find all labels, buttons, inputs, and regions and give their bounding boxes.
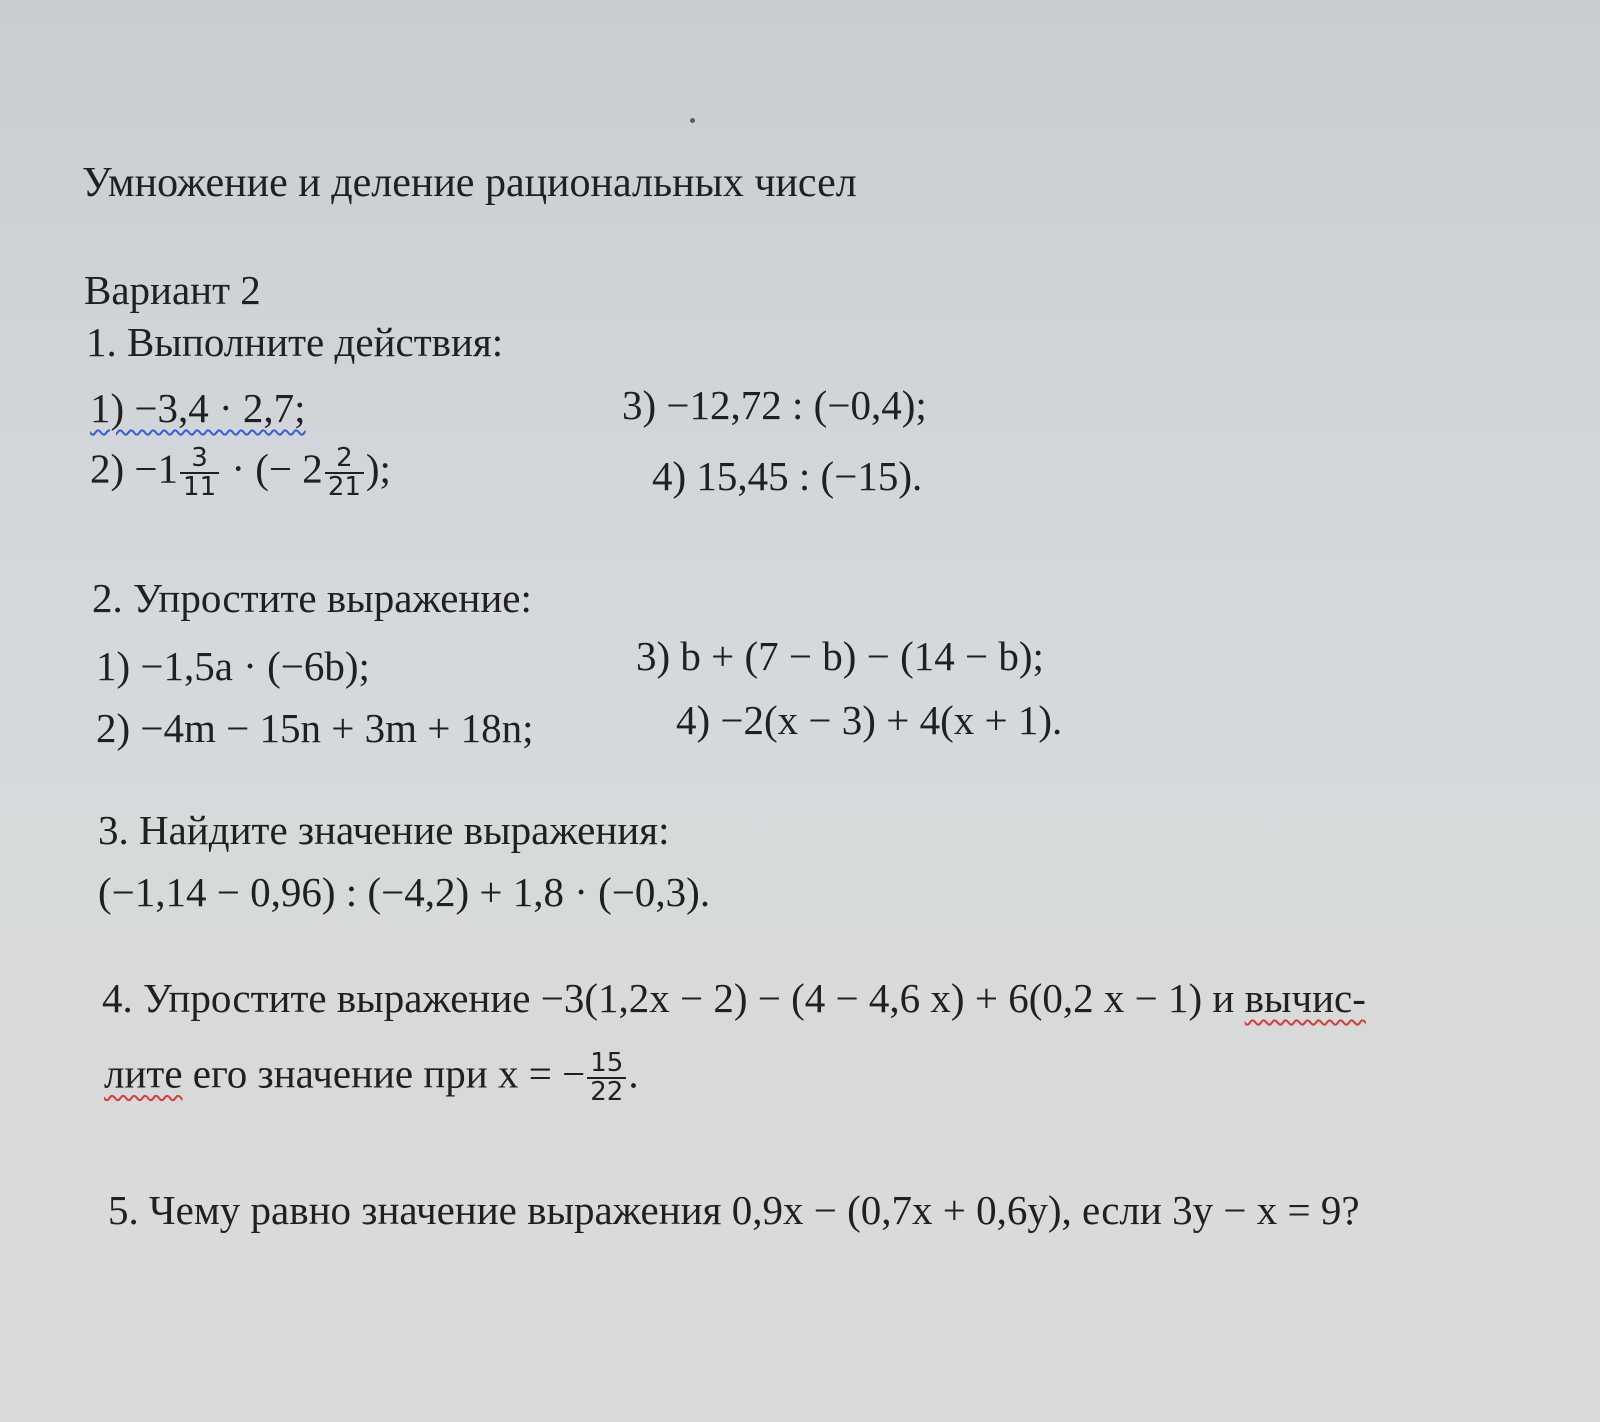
task3-heading: 3. Найдите значение выражения: bbox=[98, 807, 670, 853]
page-title: Умножение и деление рациональных чисел bbox=[82, 160, 857, 206]
task1-item2-fraction2 bbox=[325, 445, 364, 502]
task2-item2: 2) −4m − 15n + 3m + 18n; bbox=[96, 705, 534, 751]
task1-item2-prefix: 2) −1 bbox=[90, 445, 179, 492]
task2-item4: 4) −2(x − 3) + 4(x + 1). bbox=[676, 697, 1063, 743]
task2-heading: 2. Упростите выражение: bbox=[92, 575, 532, 621]
task4-line1-wrap: вычис- bbox=[1244, 975, 1366, 1021]
task1-item1-text: 1) −3,4 · 2,7; bbox=[90, 385, 306, 431]
task4-line2 bbox=[104, 1050, 639, 1107]
fraction2-denominator: 21 bbox=[327, 472, 361, 503]
task1-item2 bbox=[90, 445, 391, 502]
task1-item1 bbox=[90, 385, 306, 431]
task1-item3: 3) −12,72 : (−0,4); bbox=[622, 382, 927, 428]
task4-fraction-denominator: 22 bbox=[590, 1077, 624, 1108]
task4-line2-wrap: лите bbox=[104, 1050, 183, 1097]
fraction1-numerator: 3 bbox=[180, 445, 219, 474]
variant-label: Вариант 2 bbox=[84, 267, 261, 313]
task4-line1-text: 4. Упростите выражение −3(1,2x − 2) − (4 − 4,6 x) + 6(0,2 x − 1) и bbox=[102, 975, 1245, 1021]
task4-fraction-numerator: 15 bbox=[587, 1050, 626, 1079]
task4-line1 bbox=[102, 975, 1366, 1021]
task4-line2-end: . bbox=[628, 1050, 639, 1097]
task1-item2-middle: · (− 2 bbox=[221, 445, 323, 492]
task3-expression: (−1,14 − 0,96) : (−4,2) + 1,8 · (−0,3). bbox=[98, 869, 711, 915]
task4-line2-text: его значение при x = − bbox=[182, 1050, 586, 1097]
task2-item1: 1) −1,5a · (−6b); bbox=[96, 643, 370, 689]
task1-heading: 1. Выполните действия: bbox=[86, 319, 504, 365]
task4-fraction bbox=[587, 1050, 626, 1107]
task1-item2-fraction1 bbox=[180, 445, 219, 502]
ink-dot bbox=[690, 118, 695, 123]
fraction1-denominator: 11 bbox=[183, 472, 217, 503]
fraction2-numerator: 2 bbox=[325, 445, 364, 474]
task5-text: 5. Чему равно значение выражения 0,9x − (0,7x + 0,6y), если 3y − x = 9? bbox=[108, 1187, 1360, 1233]
task1-item4: 4) 15,45 : (−15). bbox=[652, 453, 923, 499]
task2-item3: 3) b + (7 − b) − (14 − b); bbox=[636, 633, 1044, 679]
task1-item2-suffix: ); bbox=[365, 445, 391, 492]
